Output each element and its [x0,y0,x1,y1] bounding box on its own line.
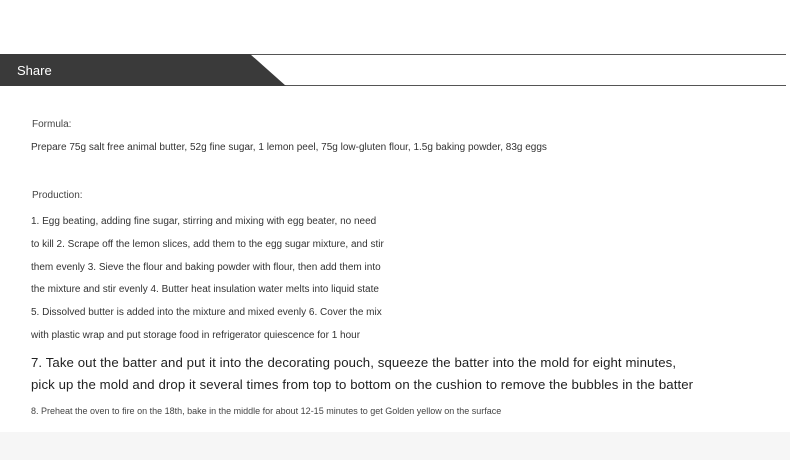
production-step-8-line: 8. Preheat the oven to fire on the 18th, bake in the middle for about 12-15 minutes to get Golden yellow on the surface [31,406,502,416]
share-header-bar [0,54,786,86]
production-step-7-line: 7. Take out the batter and put it into the decorating pouch, squeeze the batter into the mold for eight minutes, [31,355,677,370]
production-line: the mixture and stir evenly 4. Butter heat insulation water melts into liquid state [31,284,379,295]
production-line: 5. Dissolved butter is added into the mixture and mixed evenly 6. Cover the mix [31,307,382,318]
production-line: to kill 2. Scrape off the lemon slices, add them to the egg sugar mixture, and stir [31,239,384,250]
share-label: Share [17,63,52,78]
production-step-7-line: pick up the mold and drop it several times from top to bottom on the cushion to remove the bubbles in the batter [31,377,694,392]
production-line: them evenly 3. Sieve the flour and baking powder with flour, then add them into [31,262,381,273]
formula-text: Prepare 75g salt free animal butter, 52g fine sugar, 1 lemon peel, 75g low-gluten flour, 1.5g baking powder, 83g eggs [31,142,547,153]
production-line: with plastic wrap and put storage food in refrigerator quiescence for 1 hour [31,330,361,341]
footer-band [0,432,790,460]
formula-label: Formula: [32,119,72,130]
production-line: 1. Egg beating, adding fine sugar, stirring and mixing with egg beater, no need [31,216,377,227]
production-label: Production: [32,190,83,201]
